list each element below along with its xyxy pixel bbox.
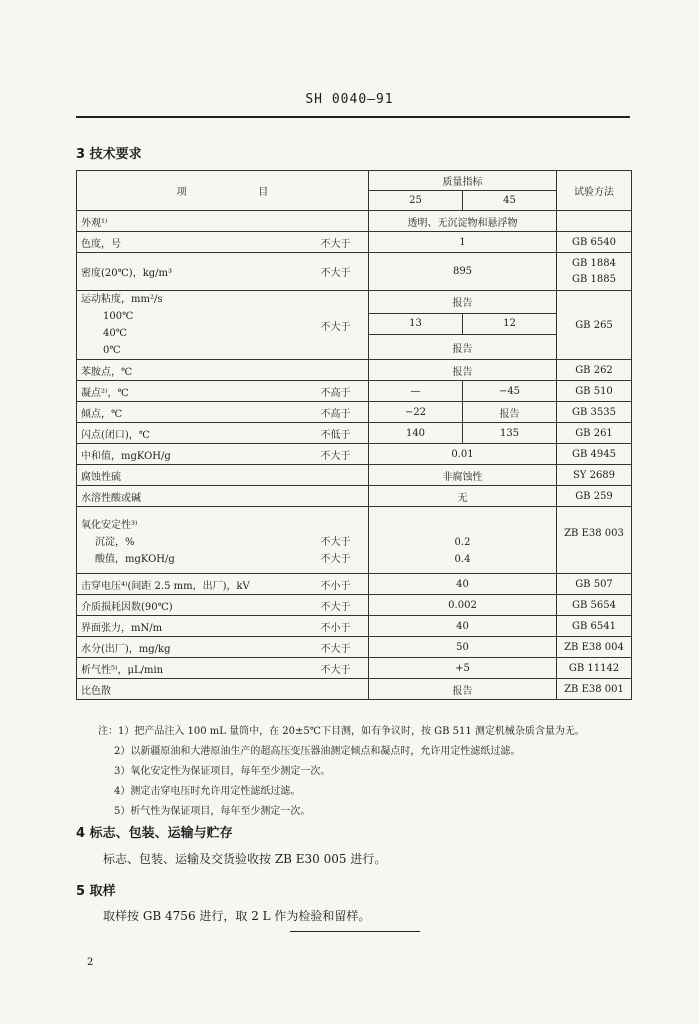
row-value-25: 140: [369, 423, 463, 444]
row-name: 外观¹⁾: [77, 211, 317, 232]
row-method: GB 5654: [557, 595, 632, 616]
oxidation-value: 0.2: [454, 536, 471, 548]
header-rule: [76, 116, 630, 118]
oxidation-value: 0.4: [454, 553, 471, 565]
note-line: 3）氧化安定性为保证项目，每年至少测定一次。: [114, 766, 331, 777]
header-grade-25: 25: [369, 191, 463, 211]
row-name: 闪点(闭口)，℃: [77, 423, 317, 444]
row-value: 50: [369, 637, 557, 658]
row-value: +5: [369, 658, 557, 679]
row-name: 界面张力，mN/m: [77, 616, 317, 637]
row-name: 倾点，℃: [77, 402, 317, 423]
header-method: 试验方法: [557, 171, 632, 211]
table-row: [77, 402, 632, 423]
header-item: [77, 171, 369, 211]
viscosity-temp: 40℃: [103, 328, 127, 339]
table-row: [77, 381, 632, 402]
row-method: GB 11142: [557, 658, 632, 679]
row-method: ZB E38 003: [557, 507, 632, 574]
row-value-45: 135: [463, 423, 557, 444]
row-value-25: −22: [369, 402, 463, 423]
row-name: 析气性⁵⁾，μL/min: [77, 658, 317, 679]
table-row: [77, 360, 632, 381]
row-name: 击穿电压⁴⁾(间距 2.5 mm，出厂)，kV: [77, 574, 317, 595]
row-value-45: −45: [463, 381, 557, 402]
row-value-25: 13: [369, 313, 463, 335]
row-value: 0.002: [369, 595, 557, 616]
document-id: SH 0040—91: [305, 92, 394, 107]
row-limit: [317, 360, 369, 381]
table-row: [77, 253, 632, 291]
section-4-text: 标志、包装、运输及交货验收按 ZB E30 005 进行。: [103, 852, 387, 866]
row-limit: [317, 211, 369, 232]
row-value: 40: [369, 616, 557, 637]
row-method: GB 265: [557, 291, 632, 360]
note-line: 注：1）把产品注入 100 mL 量筒中，在 20±5℃下目测，如有争议时，按 GB 511 测定机械杂质含量为无。: [98, 726, 585, 737]
header-quality: 质量指标: [369, 171, 557, 191]
row-value: 非腐蚀性: [369, 465, 557, 486]
method-line: GB 1884: [572, 257, 616, 269]
row-method: GB 259: [557, 486, 632, 507]
oxidation-limit: 不大于: [320, 553, 351, 565]
section-3-title: 3 技术要求: [76, 147, 142, 162]
table-row: [77, 679, 632, 700]
row-limit: 不高于: [317, 402, 369, 423]
row-limit: [317, 507, 369, 574]
row-value: 报告: [369, 335, 557, 360]
row-value: 透明、无沉淀物和悬浮物: [369, 211, 557, 232]
table-row: [77, 291, 632, 314]
section-4-title: 4 标志、包装、运输与贮存: [76, 826, 233, 841]
row-method: [557, 253, 632, 291]
viscosity-temp: 0℃: [103, 345, 121, 356]
row-method: GB 6540: [557, 232, 632, 253]
header-grade-45: 45: [463, 191, 557, 211]
note-line: 4）测定击穿电压时允许用定性滤纸过滤。: [114, 786, 301, 797]
table-header-row: [77, 171, 632, 191]
row-name: 色度，号: [77, 232, 317, 253]
page-number: 2: [87, 957, 94, 968]
table-row: [77, 211, 632, 232]
row-value: 40: [369, 574, 557, 595]
table-row: [77, 486, 632, 507]
row-method: GB 6541: [557, 616, 632, 637]
row-name: 腐蚀性硫: [77, 465, 317, 486]
oxidation-limit: 不大于: [320, 536, 351, 548]
row-method: GB 261: [557, 423, 632, 444]
row-value: 0.01: [369, 444, 557, 465]
row-method: GB 262: [557, 360, 632, 381]
table-row: [77, 444, 632, 465]
row-limit: 不高于: [317, 381, 369, 402]
row-name: 比色散: [77, 679, 317, 700]
table-row: [77, 616, 632, 637]
row-value-25: —: [369, 381, 463, 402]
row-method: GB 510: [557, 381, 632, 402]
header-item-char: 项: [176, 187, 187, 198]
row-limit: [317, 679, 369, 700]
table-row: [77, 637, 632, 658]
row-method: [557, 211, 632, 232]
row-value: 报告: [369, 291, 557, 314]
oxidation-sub: 沉淀，%: [95, 536, 135, 548]
table-row: [77, 423, 632, 444]
section-5-title: 5 取样: [76, 884, 116, 899]
oxidation-sub: 酸值，mgKOH/g: [95, 553, 175, 565]
row-limit: 不大于: [317, 291, 369, 360]
viscosity-label: 运动粘度，mm²/s: [81, 294, 163, 305]
row-name: 介质损耗因数(90℃): [77, 595, 317, 616]
row-limit: 不大于: [317, 658, 369, 679]
row-limit: 不大于: [317, 595, 369, 616]
row-limit: 不大于: [317, 637, 369, 658]
row-name: 水溶性酸或碱: [77, 486, 317, 507]
row-value: 1: [369, 232, 557, 253]
row-method: GB 507: [557, 574, 632, 595]
row-value-45: 报告: [463, 402, 557, 423]
row-limit: 不大于: [317, 232, 369, 253]
row-method: GB 4945: [557, 444, 632, 465]
table-row: [77, 574, 632, 595]
row-value-45: 12: [463, 313, 557, 335]
section-5-text: 取样按 GB 4756 进行，取 2 L 作为检验和留样。: [103, 909, 371, 923]
row-name: 苯胺点，℃: [77, 360, 317, 381]
row-method: ZB E38 004: [557, 637, 632, 658]
table-row: [77, 507, 632, 574]
closing-rule: [290, 931, 420, 932]
spec-table: [76, 170, 632, 700]
method-line: GB 1885: [572, 273, 616, 285]
table-row: [77, 658, 632, 679]
row-name: 水分(出厂)，mg/kg: [77, 637, 317, 658]
row-limit: 不大于: [317, 253, 369, 291]
row-limit: 不小于: [317, 616, 369, 637]
table-row: [77, 595, 632, 616]
table-notes: [98, 722, 585, 822]
table-row: [77, 232, 632, 253]
row-name: 中和值，mgKOH/g: [77, 444, 317, 465]
table-row: [77, 465, 632, 486]
row-name: [77, 507, 317, 574]
row-value: [369, 507, 557, 574]
row-limit: 不小于: [317, 574, 369, 595]
row-limit: 不大于: [317, 444, 369, 465]
row-limit: [317, 465, 369, 486]
row-method: SY 2689: [557, 465, 632, 486]
header-item-char: 目: [258, 187, 269, 198]
row-name: 凝点²⁾，℃: [77, 381, 317, 402]
note-line: 2）以新疆原油和大港原油生产的超高压变压器油测定倾点和凝点时，允许用定性滤纸过滤。: [114, 746, 521, 757]
row-value: 无: [369, 486, 557, 507]
row-value: 895: [369, 253, 557, 291]
row-limit: [317, 486, 369, 507]
oxidation-label: 氧化安定性³⁾: [81, 519, 138, 531]
row-limit: 不低于: [317, 423, 369, 444]
viscosity-temp: 100℃: [103, 311, 134, 322]
row-method: GB 3535: [557, 402, 632, 423]
row-name: 密度(20℃)，kg/m³: [77, 253, 317, 291]
note-line: 5）析气性为保证项目，每年至少测定一次。: [114, 806, 311, 817]
row-value: 报告: [369, 360, 557, 381]
row-name: [77, 291, 317, 360]
row-method: ZB E38 001: [557, 679, 632, 700]
row-value: 报告: [369, 679, 557, 700]
